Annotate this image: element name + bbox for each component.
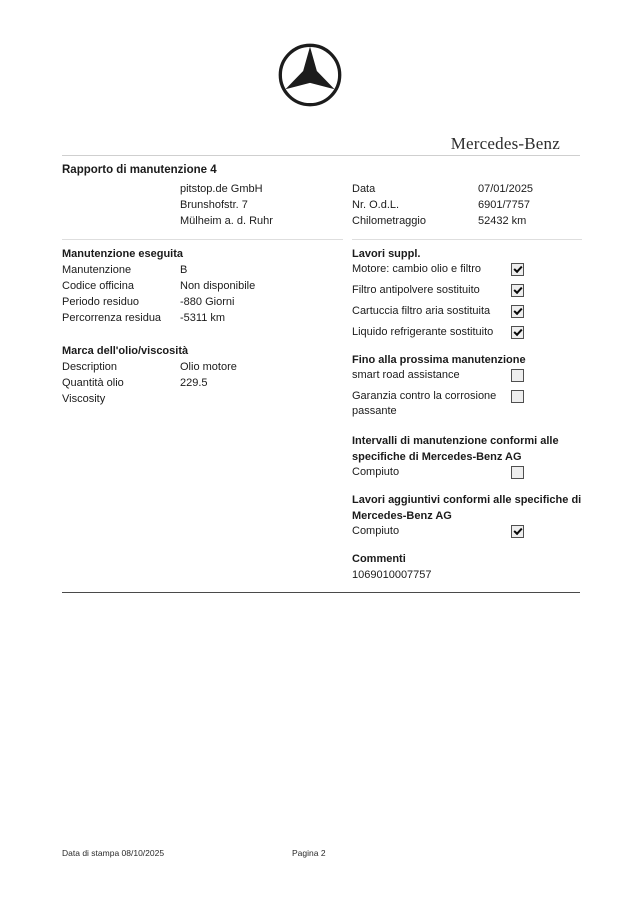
checkbox-motore-cambio-olio[interactable] bbox=[511, 263, 524, 276]
page-number: Pagina 2 bbox=[292, 848, 326, 858]
checkbox-label: Liquido refrigerante sostituito bbox=[352, 326, 494, 338]
page-title: Rapporto di manutenzione 4 bbox=[62, 164, 217, 176]
checkbox-filtro-antipolvere[interactable] bbox=[511, 284, 524, 297]
field-value: B bbox=[180, 264, 188, 276]
checkbox-label: Compiuto bbox=[352, 466, 400, 478]
field-value: -5311 km bbox=[180, 312, 226, 324]
left-column bbox=[62, 181, 343, 407]
section-heading: Intervalli di manutenzione conformi alle specifiche di Mercedes-Benz AG bbox=[352, 435, 559, 463]
field-label: Manutenzione bbox=[62, 264, 132, 276]
checkbox-lavori-aggiuntivi-compiuto[interactable] bbox=[511, 525, 524, 538]
section-comments bbox=[352, 551, 582, 583]
kv-row bbox=[62, 391, 343, 407]
checkbox-intervalli-compiuto[interactable] bbox=[511, 466, 524, 479]
section-oil bbox=[62, 343, 343, 407]
section-heading: Lavori aggiuntivi conformi alle specifiche di Mercedes-Benz AG bbox=[352, 494, 582, 522]
checkbox-row bbox=[352, 304, 582, 319]
section-until-next bbox=[352, 352, 582, 419]
field-label: Nr. O.d.L. bbox=[352, 199, 400, 211]
workshop-city: Mülheim a. d. Ruhr bbox=[180, 215, 273, 227]
checkbox-label: smart road assistance bbox=[352, 369, 460, 381]
field-label: Periodo residuo bbox=[62, 296, 140, 308]
kv-row bbox=[352, 197, 582, 213]
checkbox-label: Motore: cambio olio e filtro bbox=[352, 263, 481, 275]
mercedes-star-icon bbox=[277, 42, 343, 108]
checkbox-row bbox=[352, 524, 582, 539]
checkbox-row bbox=[352, 465, 582, 480]
content-bottom-divider bbox=[62, 592, 580, 593]
section-heading: Manutenzione eseguita bbox=[62, 248, 184, 260]
field-value: Olio motore bbox=[180, 361, 237, 373]
print-date: Data di stampa 08/10/2025 bbox=[62, 848, 165, 858]
field-value: 6901/7757 bbox=[478, 199, 530, 211]
kv-row bbox=[62, 359, 343, 375]
field-label: Data bbox=[352, 183, 376, 195]
section-extra-work bbox=[352, 492, 582, 539]
kv-row bbox=[62, 310, 343, 326]
checkbox-label: Garanzia contro la corrosione passante bbox=[352, 390, 497, 417]
right-column bbox=[352, 181, 582, 583]
field-label: Percorrenza residua bbox=[62, 312, 162, 324]
field-value: Non disponibile bbox=[180, 280, 256, 292]
field-label: Viscosity bbox=[62, 393, 106, 405]
checkbox-liquido-refrigerante[interactable] bbox=[511, 326, 524, 339]
section-heading: Marca dell'olio/viscosità bbox=[62, 345, 189, 357]
field-label: Description bbox=[62, 361, 118, 373]
field-label: Chilometraggio bbox=[352, 215, 426, 227]
kv-row bbox=[62, 278, 343, 294]
section-maintenance bbox=[62, 239, 343, 326]
checkbox-label: Cartuccia filtro aria sostituita bbox=[352, 305, 491, 317]
kv-row bbox=[62, 262, 343, 278]
checkbox-label: Compiuto bbox=[352, 525, 400, 537]
field-label: Quantità olio bbox=[62, 377, 124, 389]
workshop-street: Brunshofstr. 7 bbox=[180, 199, 248, 211]
field-value: -880 Giorni bbox=[180, 296, 235, 308]
checkbox-garanzia-corrosione[interactable] bbox=[511, 390, 524, 403]
section-heading: Fino alla prossima manutenzione bbox=[352, 354, 526, 366]
kv-row bbox=[352, 213, 582, 229]
field-value: 52432 km bbox=[478, 215, 527, 227]
kv-row bbox=[352, 181, 582, 197]
workshop-address bbox=[180, 181, 343, 229]
section-additional-work bbox=[352, 239, 582, 340]
comments-value: 1069010007757 bbox=[352, 569, 432, 581]
checkbox-row bbox=[352, 389, 582, 419]
checkbox-row bbox=[352, 325, 582, 340]
order-meta bbox=[352, 181, 582, 229]
section-heading: Lavori suppl. bbox=[352, 248, 421, 260]
kv-row bbox=[62, 294, 343, 310]
checkbox-row bbox=[352, 368, 582, 383]
brand-wordmark: Mercedes-Benz bbox=[450, 134, 560, 153]
kv-row bbox=[62, 375, 343, 391]
section-heading: Commenti bbox=[352, 553, 406, 565]
checkbox-row bbox=[352, 262, 582, 277]
field-value bbox=[180, 391, 343, 407]
workshop-name: pitstop.de GmbH bbox=[180, 183, 263, 195]
field-label: Codice officina bbox=[62, 280, 134, 292]
field-value: 229.5 bbox=[180, 377, 208, 389]
header-divider bbox=[62, 155, 580, 156]
checkbox-label: Filtro antipolvere sostituito bbox=[352, 284, 480, 296]
field-value: 07/01/2025 bbox=[478, 183, 534, 195]
checkbox-row bbox=[352, 283, 582, 298]
checkbox-smart-road-assistance[interactable] bbox=[511, 369, 524, 382]
checkbox-cartuccia-filtro-aria[interactable] bbox=[511, 305, 524, 318]
section-intervals bbox=[352, 433, 582, 480]
